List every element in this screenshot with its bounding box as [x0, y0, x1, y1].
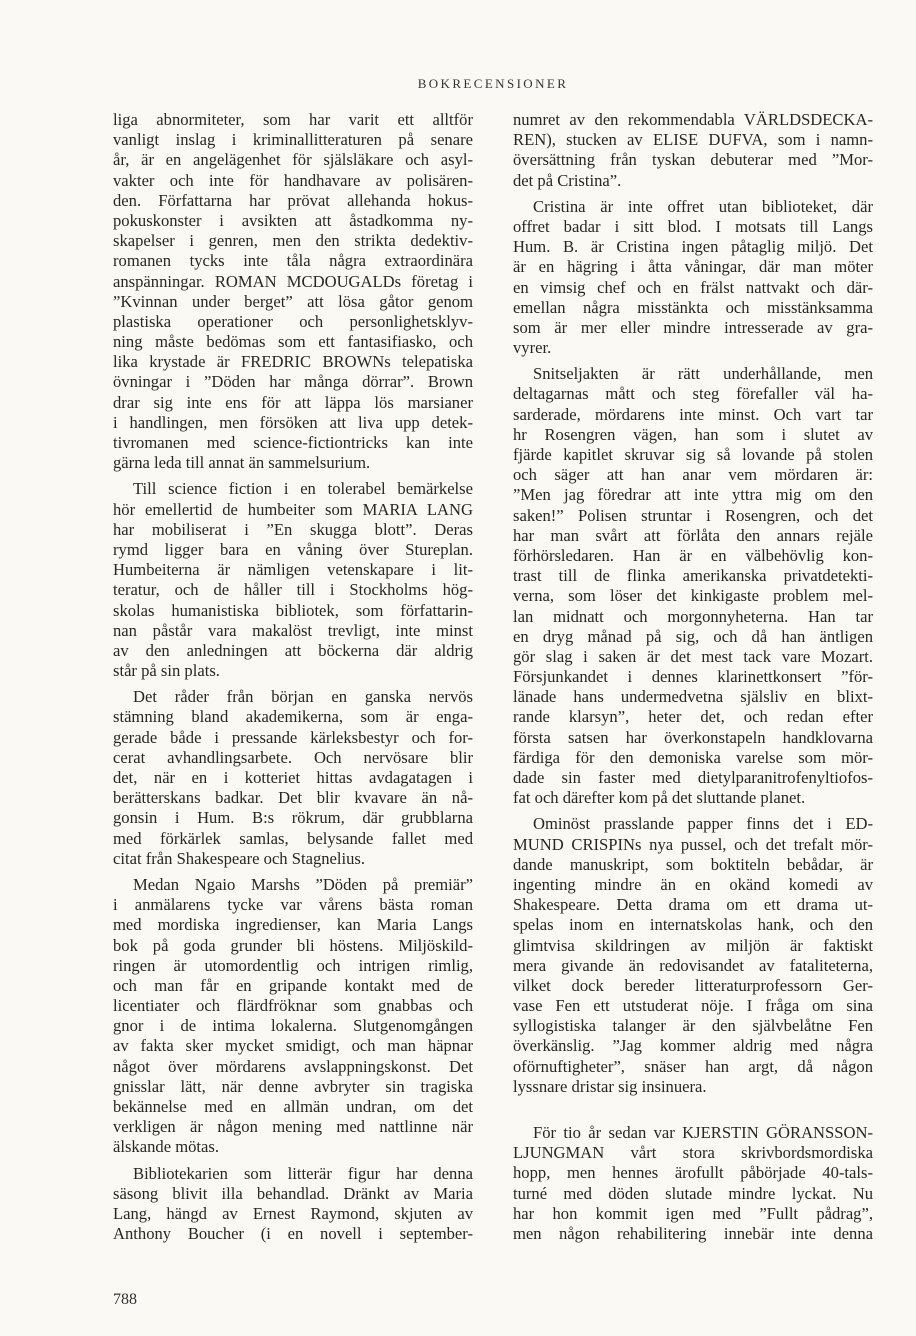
- text-line: Till science fiction i en tolerabel bemärkelse: [133, 479, 473, 499]
- text-line: cerat avhandlingsarbete. Och nervösare blir: [113, 747, 473, 767]
- text-line: lyssnare dristar sig insinuera.: [513, 1076, 707, 1096]
- text-line: ”Men jag föredrar att inte yttra mig om den: [513, 485, 873, 505]
- text-line: REN), stucken av ELISE DUFVA, som i namn-: [513, 130, 873, 150]
- text-line: verkligen är någon mening med nattlinne när: [113, 1117, 473, 1137]
- text-line: bekännelse med en allmän undran, om det: [113, 1097, 473, 1116]
- running-header: BOKRECENSIONER: [417, 76, 569, 91]
- text-line: Lang, hängd av Ernest Raymond, skjuten av: [113, 1203, 473, 1223]
- text-line: drar sig inte ens för att läppa lös marsianer: [113, 392, 473, 412]
- text-line: turné med döden slutade mindre lyckat. Nu: [513, 1183, 873, 1203]
- text-line: en vimsig chef och en frälst nattvakt och där-: [513, 277, 873, 297]
- text-line: ”Kvinnan under berget” att lösa gåtor genom: [113, 291, 473, 311]
- text-line: den. Författarna har prövat allehanda hokus-: [113, 190, 473, 210]
- text-line: mera givande än redovisandet av fataliteterna,: [513, 955, 873, 975]
- text-line: spelas inom en internatskolas hank, och den: [513, 915, 873, 935]
- text-line: vyrer.: [513, 338, 552, 358]
- text-line: säsong blivit illa behandlad. Dränkt av Maria: [113, 1183, 473, 1203]
- text-line: ingenting mindre än en okänd komedi av: [513, 874, 873, 894]
- text-line: glimtvisa skildringen av miljön är faktiskt: [513, 935, 873, 955]
- text-line: numret av den rekommendabla VÄRLDSDECKA-: [513, 110, 873, 129]
- text-line: lan midnatt och morgonnyheterna. Han tar: [513, 606, 873, 626]
- text-line: vase Fen ett utstuderat nöje. I fråga om sina: [513, 996, 873, 1016]
- text-line: vilket dock bereder litteraturprofessorn Ger-: [513, 975, 873, 995]
- text-line: berätterskans badkar. Det blir kvavare än nå-: [113, 788, 473, 808]
- text-line: en dryg månad på sig, och då han äntligen: [513, 626, 873, 646]
- text-line: färdiga för den demoniska varelse som mör-: [513, 747, 873, 767]
- text-line: år, är en angelägenhet för själsläkare och asyl-: [113, 150, 473, 170]
- paragraph: [513, 364, 873, 808]
- text-line: tivromanen med science-fictiontricks kan inte: [113, 433, 473, 452]
- text-line: det på Cristina”.: [513, 170, 622, 190]
- text-line: skapelser i genren, men den strikta dedektiv-: [113, 231, 473, 251]
- text-line: står på sin plats.: [113, 661, 220, 681]
- text-line: älskande mötas.: [113, 1137, 219, 1157]
- left-text-column: [113, 110, 473, 1244]
- text-line: pokuskonster i avsikten att åstadkomma ny-: [113, 210, 473, 230]
- paragraph: [513, 197, 873, 359]
- text-line: något över mördarens avslappningskonst. Det: [113, 1056, 473, 1076]
- paragraph: [113, 479, 473, 681]
- text-line: Ominöst prasslande papper finns det i ED-: [533, 814, 873, 834]
- text-line: Snitseljakten är rätt underhållande, men: [533, 364, 873, 384]
- paragraph: [113, 1164, 473, 1245]
- text-line: övningar i ”Döden har många dörrar”. Brown: [113, 372, 473, 392]
- text-line: Anthony Boucher (i en novell i september-: [113, 1224, 473, 1244]
- text-line: med förkärlek samlas, belysande fallet med: [113, 828, 473, 848]
- text-line: av fakta sker mycket smidigt, och man häpnar: [113, 1036, 473, 1056]
- text-line: är en hägring i åtta våningar, där man möter: [513, 257, 873, 277]
- text-line: hör emellertid de humbeiter som MARIA LANG: [113, 499, 473, 519]
- text-line: har mobiliserat i ”En skugga blott”. Deras: [113, 519, 473, 539]
- text-line: plastiska operationer och personlighetsklyv-: [113, 311, 473, 331]
- text-line: med mordiska ingredienser, kan Maria Langs: [113, 915, 473, 935]
- text-line: hopp, men hennes ärofullt påbörjade 40-tals-: [513, 1163, 873, 1183]
- text-line: gonsin i Hum. B:s rökrum, där grubblarna: [113, 808, 473, 828]
- paragraph: [513, 814, 873, 1097]
- text-line: som är mer eller mindre intresserade av gra-: [513, 317, 873, 337]
- text-line: skolas humanistiska bibliotek, som författarin-: [113, 600, 473, 620]
- text-line: ringen är utomordentlig och intrigen rimlig,: [113, 955, 473, 975]
- text-line: första satsen har överkonstapeln handklovarna: [513, 727, 873, 747]
- text-line: Shakespeare. Detta drama om ett drama ut-: [513, 895, 873, 915]
- text-line: Hum. B. är Cristina ingen påtaglig miljö. Det: [513, 237, 873, 257]
- text-line: av den anledningen att böckerna där aldrig: [113, 640, 473, 660]
- text-line: rymd ligger bara en våning över Stureplan.: [113, 539, 473, 559]
- text-line: verna, som löser det kinkigaste problem mel-: [513, 586, 873, 606]
- paragraph: [113, 875, 473, 1158]
- text-line: har man svårt att förlåta den annars rejäle: [513, 525, 873, 545]
- text-line: citat från Shakespeare och Stagnelius.: [113, 848, 366, 868]
- text-line: sarderade, mördarens inte minst. Och vart tar: [513, 404, 873, 424]
- text-line: och säger att han anar vem mördaren är:: [513, 465, 873, 485]
- text-line: anspänningar. ROMAN MCDOUGALDs företag i: [113, 271, 473, 291]
- text-line: deltagarnas mått och steg förefaller väl ha-: [513, 384, 873, 404]
- page-number: 788: [113, 1291, 137, 1308]
- text-line: licentiater och flärdfröknar som gnabbas och: [113, 996, 473, 1016]
- text-line: Medan Ngaio Marshs ”Döden på premiär”: [133, 874, 473, 894]
- text-line: lika krystade är FREDRIC BROWNs telepatiska: [113, 352, 473, 372]
- text-line: översättning från tyskan debuterar med ”Mor-: [513, 150, 873, 170]
- text-line: bok på goda grunder bli höstens. Miljöskild-: [113, 935, 473, 955]
- text-line: gärna leda till annat än sammelsurium.: [113, 453, 371, 473]
- text-line: liga abnormiteter, som har varit ett alltför: [113, 110, 473, 129]
- text-line: saken!” Polisen struntar i Rosengren, och det: [513, 505, 873, 525]
- text-line: Cristina är inte offret utan biblioteket, där: [533, 196, 873, 216]
- text-line: i handlingen, men försöken att liva upp detek-: [113, 412, 473, 432]
- text-line: fjärde kapitlet skruvar sig så lovande på stolen: [513, 445, 873, 464]
- text-line: och man får en gripande kontakt med de: [113, 975, 473, 995]
- text-line: gnisslar lätt, när denne avbryter sin tragiska: [113, 1076, 473, 1096]
- text-line: offret badar i sitt blod. I motsats till Langs: [513, 216, 873, 236]
- paragraph: [513, 1123, 873, 1244]
- text-line: men någon rehabilitering innebär inte denna: [513, 1223, 873, 1243]
- text-line: oförnuftigheter”, snäser han argt, då någon: [513, 1056, 873, 1076]
- text-line: rande klarsyn”, heter det, och redan efter: [513, 707, 873, 727]
- text-line: Det råder från början en ganska nervös: [133, 687, 473, 707]
- paragraph: [113, 687, 473, 869]
- text-line: vanligt inslag i kriminallitteraturen på senare: [113, 130, 473, 150]
- text-line: dade sin faster med dietylparanitrofenyltiofos-: [513, 768, 873, 787]
- text-line: stämning bland akademikerna, som är enga-: [113, 707, 473, 727]
- text-line: För tio år sedan var KJERSTIN GÖRANSSON-: [533, 1123, 873, 1142]
- text-line: det, när en i kotteriet hittas avdagatagen i: [113, 768, 473, 787]
- text-line: MUND CRISPINs nya pussel, och det trefalt mör-: [513, 834, 873, 854]
- text-line: teratur, och de håller till i Stockholms hög-: [113, 580, 473, 600]
- text-line: förhörsledaren. Han är en välbehövlig kon-: [513, 545, 873, 565]
- right-text-column: [513, 110, 873, 1244]
- text-line: Försjunkandet i dennes klarinettkonsert ”för-: [513, 667, 873, 687]
- text-line: länade hans undermedvetna själsliv en blixt-: [513, 687, 873, 707]
- text-line: nan påstår vara makalöst trevligt, inte minst: [113, 620, 473, 640]
- text-line: romanen tycks inte tåla några extraordinära: [113, 251, 473, 271]
- text-line: ning måste bedömas som ett fantasifiasko, och: [113, 332, 473, 352]
- text-line: vakter och inte för handhavare av polisären-: [113, 170, 473, 190]
- text-line: Humbeiterna är nämligen vetenskapare i lit-: [113, 560, 473, 580]
- text-line: hr Rosengren vägen, han som i slutet av: [513, 424, 873, 444]
- text-line: i anmälarens tycke var vårens bästa roman: [113, 895, 473, 915]
- text-line: har hon kommit igen med ”Fullt pådrag”,: [513, 1203, 873, 1223]
- paragraph: [113, 110, 473, 473]
- text-line: Bibliotekarien som litterär figur har denna: [133, 1163, 473, 1183]
- text-line: gnor i de intima lokalerna. Slutgenomgången: [113, 1016, 473, 1036]
- text-line: dande manuskript, som boktiteln bebådar, är: [513, 854, 873, 874]
- paragraph: [513, 110, 873, 191]
- text-line: emellan några misstänkta och misstänksamma: [513, 297, 873, 317]
- text-line: överkänslig. ”Jag kommer aldrig med några: [513, 1036, 873, 1056]
- text-line: gerade både i pressande kärleksbestyr och for-: [113, 727, 473, 747]
- text-line: LJUNGMAN vårt stora skrivbordsmordiska: [513, 1143, 873, 1163]
- text-line: fat och därefter kom på det sluttande planet.: [513, 788, 806, 808]
- text-line: trast till de flinka amerikanska privatdetekti-: [513, 566, 873, 586]
- text-line: gör slag i saken är det mest tack vare Mozart.: [513, 646, 873, 666]
- text-line: syllogistiska talanger är den självbelåtne Fen: [513, 1016, 873, 1036]
